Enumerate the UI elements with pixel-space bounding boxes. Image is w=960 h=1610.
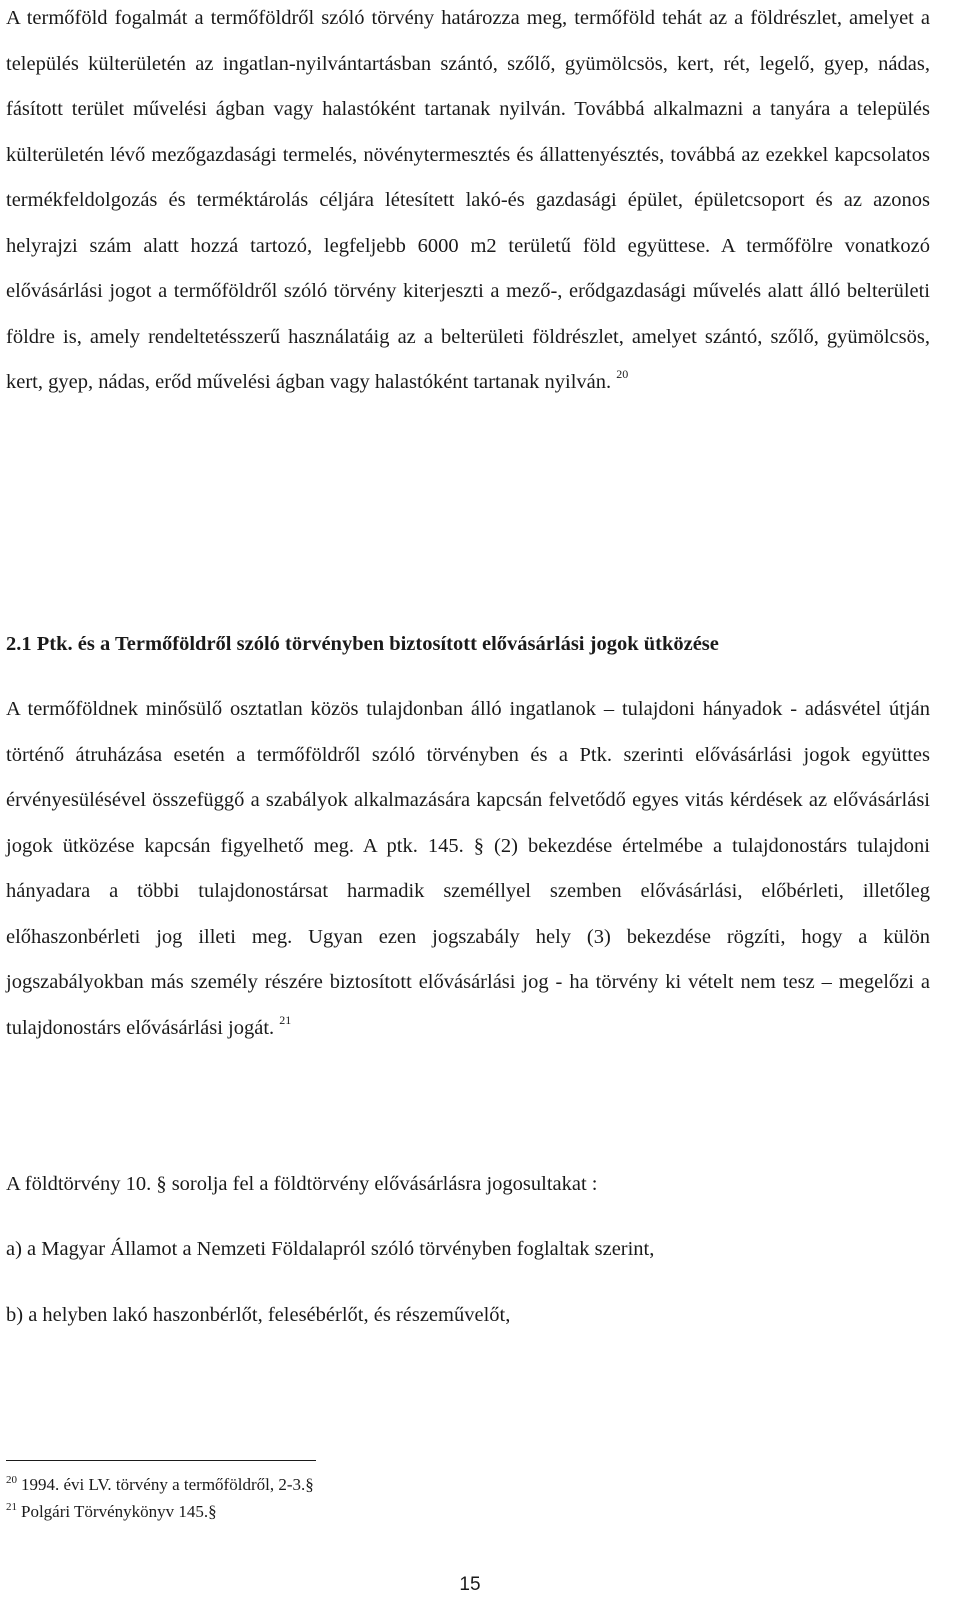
footnote-number: 20 bbox=[6, 1474, 17, 1486]
paragraph-termofold-definition bbox=[6, 0, 930, 408]
paragraph-text: A termőföldnek minősülő osztatlan közös tulajdonban álló ingatlanok – tulajdoni hányadok - adásvétel útján történő átruházása esetén a termőföldről szóló törvényben és a Ptk. szerinti elővásárlási jogok együttes érvényesülésével összefüggő a szabályok alkalmazására kapcsán felvetődő egyes vitás kérdések az elővásárlási jogok ütközése kapcsán figyelhető meg. A ptk. 145. § (2) bekezdése értelmébe a tulajdonostárs tulajdoni hányadara a többi tulajdonostársat harmadik személlyel szemben elővásárlási, előbérleti, illetőleg előhaszonbérleti jog illeti meg. Ugyan ezen jogszabály hely (3) bekezdése rögzíti, hogy a külön jogszabályokban más személy részére biztosított elővásárlási jog - ha törvény ki vételt nem tesz – megelőzi a tulajdonostárs elővásárlási jogát. bbox=[6, 698, 930, 1039]
paragraph-text: A termőföld fogalmát a termőföldről szóló törvény határozza meg, termőföld tehát az a földrészlet, amelyet a település külterületén az ingatlan-nyilvántartásban szántó, szőlő, gyümölcsös, kert, rét, legelő, gyep, nádas, fásított terület művelési ágban vagy halastóként tartanak nyilván. Továbbá alkalmazni a tanyára a település külterületén lévő mezőgazdasági termelés, növénytermesztés és állattenyésztés, továbbá az ezekkel kapcsolatos termékfeldolgozás és terméktárolás céljára létesített lakó-és gazdasági épület, épületcsoport és az azonos helyrajzi szám alatt hozzá tartozó, legfeljebb 6000 m2 területű föld együttese. A termőfölre vonatkozó elővásárlási jogot a termőföldről szóló törvény kiterjeszti a mező-, erődgazdasági művelés alatt álló belterületi földre is, amely rendeltetésszerű használatáig az a belterületi földrészlet, amelyet szántó, szőlő, gyümölcsös, kert, gyep, nádas, erőd művelési ágban vagy halastóként tartanak nyilván. bbox=[6, 7, 930, 393]
paragraph-foldtorveny-intro: A földtörvény 10. § sorolja fel a földtörvény elővásárlásra jogosultakat : bbox=[6, 1173, 598, 1195]
section-heading: 2.1 Ptk. és a Termőföldről szóló törvényben biztosított elővásárlási jogok ütközése bbox=[6, 633, 719, 655]
footnote-separator bbox=[6, 1460, 316, 1461]
list-item-a: a) a Magyar Államot a Nemzeti Földalapról szóló törvényben foglaltak szerint, bbox=[6, 1238, 655, 1260]
footnote bbox=[6, 1500, 706, 1526]
footnote-reference: 21 bbox=[279, 1012, 292, 1027]
paragraph-elovasarlasi-jogok bbox=[6, 687, 930, 1053]
footnote-text: 1994. évi LV. törvény a termőföldről, 2-3.§ bbox=[21, 1475, 314, 1494]
footnote-number: 21 bbox=[6, 1501, 17, 1513]
footnote-text: Polgári Törvénykönyv 145.§ bbox=[21, 1502, 217, 1521]
list-item-b: b) a helyben lakó haszonbérlőt, feleséb​érlőt, és részeművelőt, bbox=[6, 1304, 511, 1326]
footnote-reference: 20 bbox=[616, 367, 629, 381]
footnote bbox=[6, 1473, 706, 1499]
page-number: 15 bbox=[459, 1574, 481, 1595]
